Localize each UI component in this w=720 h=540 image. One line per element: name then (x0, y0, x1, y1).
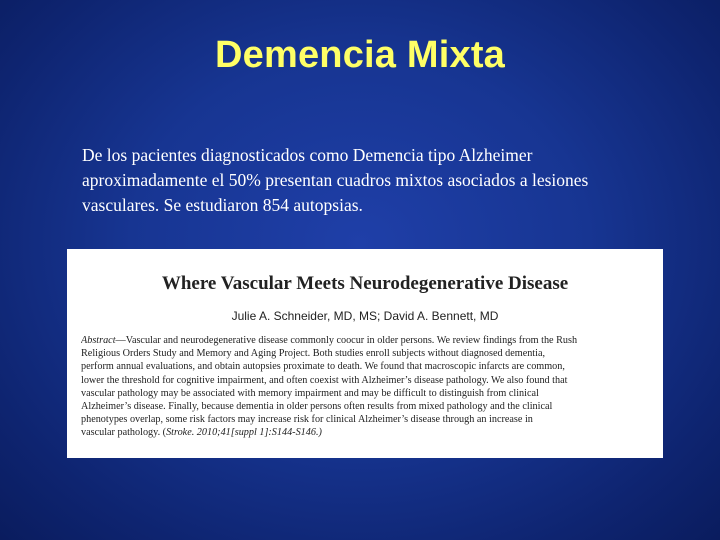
abstract-line: perform annual evaluations, and obtain autopsies proximate to death. We found that macroscopic infarcts are common, (81, 361, 565, 373)
abstract-line-text: —Vascular and neurodegenerative disease commonly coocur in older persons. We review findings from the Rush (115, 335, 578, 346)
abstract-line-text: vascular pathology. ( (81, 427, 167, 439)
slide-body-text (82, 143, 682, 218)
abstract-line: vascular pathology may be associated with memory impairment and may be difficult to distinguish from clinical (81, 387, 539, 399)
abstract-line: Alzheimer’s disease. Finally, because dementia in older persons often results from mixed pathology and the clinical (81, 401, 553, 413)
body-line: aproximadamente el 50% presentan cuadros mixtos asociados a lesiones (82, 170, 589, 190)
article-clipping-image (67, 249, 663, 458)
body-line: De los pacientes diagnosticados como Demencia tipo Alzheimer (82, 145, 533, 165)
body-line: vasculares. Se estudiaron 854 autopsias. (82, 195, 363, 215)
slide-title: Demencia Mixta (214, 34, 506, 76)
article-title: Where Vascular Meets Neurodegenerative Disease (161, 273, 569, 294)
abstract-line: lower the threshold for cognitive impairment, and often coexist with Alzheimer’s disease pathology. We also found that (81, 374, 568, 386)
abstract-line: phenotypes overlap, some risk factors may increase risk for clinical Alzheimer’s disease through an increase in (81, 414, 533, 426)
article-abstract (81, 334, 651, 440)
abstract-line: Religious Orders Study and Memory and Aging Project. Both studies enroll subjects without diagnosed dementia, (81, 348, 546, 360)
abstract-citation: Stroke. 2010;41[suppl 1]:S144-S146.) (166, 427, 322, 439)
abstract-line (81, 334, 651, 347)
abstract-label: Abstract (81, 335, 116, 346)
abstract-line (81, 426, 651, 439)
article-authors: Julie A. Schneider, MD, MS; David A. Bennett, MD (231, 309, 499, 323)
